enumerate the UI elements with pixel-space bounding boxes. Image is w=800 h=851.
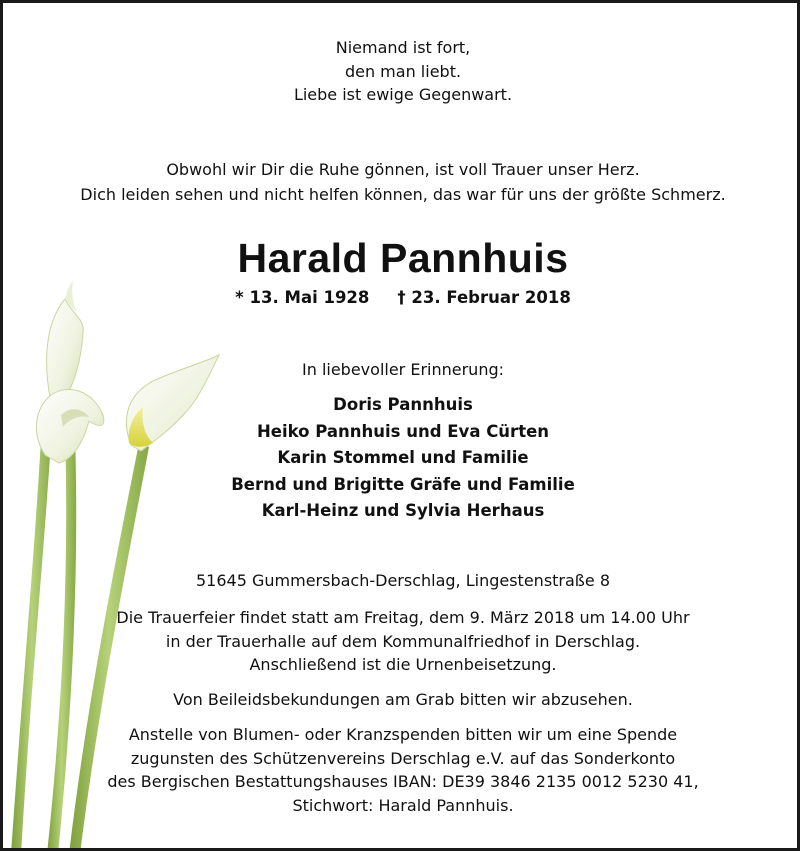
funeral-line: Die Trauerfeier findet statt am Freitag, dem 9. März 2018 um 14.00 Uhr — [116, 608, 690, 627]
motto-line: Niemand ist fort, — [335, 38, 471, 57]
donation-line: des Bergischen Bestattungshauses IBAN: DE39 3846 2135 0012 5230 41, — [107, 772, 699, 791]
condolence-note: Von Beileidsbekundungen am Grab bitten wir abzusehen. — [173, 690, 633, 709]
motto — [3, 36, 800, 107]
life-dates — [3, 286, 800, 310]
funeral-line: in der Trauerhalle auf dem Kommunalfriedhof in Derschlag. — [165, 631, 641, 651]
mourner: Bernd und Brigitte Gräfe und Familie — [231, 474, 575, 494]
birth-date: * 13. Mai 1928 — [235, 288, 370, 307]
donation-line: zugunsten des Schützenvereins Derschlag e.V. auf das Sonderkonto — [130, 748, 676, 768]
verse-line: Dich leiden sehen und nicht helfen können, das war für uns der größte Schmerz. — [80, 185, 726, 204]
motto-line: Liebe ist ewige Gegenwart. — [293, 85, 513, 104]
address: 51645 Gummersbach-Derschlag, Lingestenstraße 8 — [196, 571, 610, 590]
verse — [3, 157, 800, 207]
mourner: Karl-Heinz und Sylvia Herhaus — [261, 501, 545, 520]
memory-intro: In liebevoller Erinnerung: — [302, 360, 504, 379]
verse-line: Obwohl wir Dir die Ruhe gönnen, ist voll Trauer unser Herz. — [166, 160, 640, 179]
mourner: Doris Pannhuis — [333, 395, 473, 414]
funeral-info — [3, 606, 800, 677]
funeral-line: Anschließend ist die Urnenbeisetzung. — [249, 655, 557, 674]
mourner: Heiko Pannhuis und Eva Cürten — [256, 421, 550, 441]
deceased-name: Harald Pannhuis — [237, 235, 569, 281]
mourners-list — [3, 392, 800, 525]
death-date: † 23. Februar 2018 — [397, 288, 571, 307]
motto-line: den man liebt. — [344, 61, 462, 81]
donation-line: Stichwort: Harald Pannhuis. — [292, 795, 514, 815]
donation-line: Anstelle von Blumen- oder Kranzspenden bitten wir um eine Spende — [128, 725, 678, 744]
donation-info — [3, 723, 800, 817]
mourner: Karin Stommel und Familie — [277, 448, 529, 467]
